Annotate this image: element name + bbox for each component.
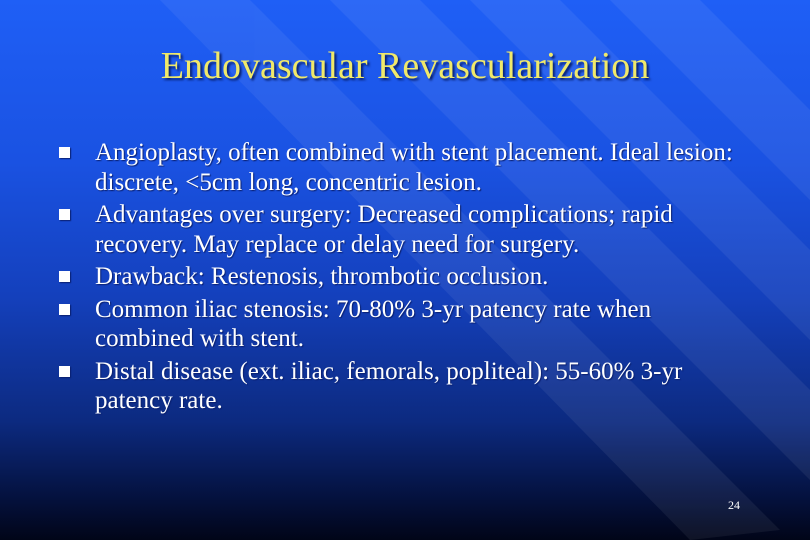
square-bullet-icon: [59, 271, 70, 282]
square-bullet-icon: [59, 304, 70, 315]
bullet-text: Common iliac stenosis: 70-80% 3-yr patency rate when combined with stent.: [95, 295, 652, 352]
bullet-text: Angioplasty, often combined with stent placement. Ideal lesion: discrete, <5cm long, concentric lesion.: [95, 139, 733, 196]
bullet-item: [55, 295, 755, 354]
square-bullet-icon: [59, 147, 70, 158]
bullet-text: Distal disease (ext. iliac, femorals, popliteal): 55-60% 3-yr patency rate.: [95, 357, 683, 414]
square-bullet-icon: [59, 209, 70, 220]
square-bullet-icon: [59, 366, 70, 377]
bullet-text: Advantages over surgery: Decreased complications; rapid recovery. May replace or delay need for surgery.: [95, 201, 673, 258]
bullet-item: [55, 138, 755, 197]
bullet-item: [55, 200, 755, 259]
bullet-item: [55, 262, 755, 292]
bullet-list: [55, 138, 755, 419]
page-number: 24: [728, 498, 740, 512]
bullet-item: [55, 357, 755, 416]
slide-title: Endovascular Revascularization: [160, 45, 650, 87]
bullet-text: Drawback: Restenosis, thrombotic occlusion.: [95, 263, 549, 290]
